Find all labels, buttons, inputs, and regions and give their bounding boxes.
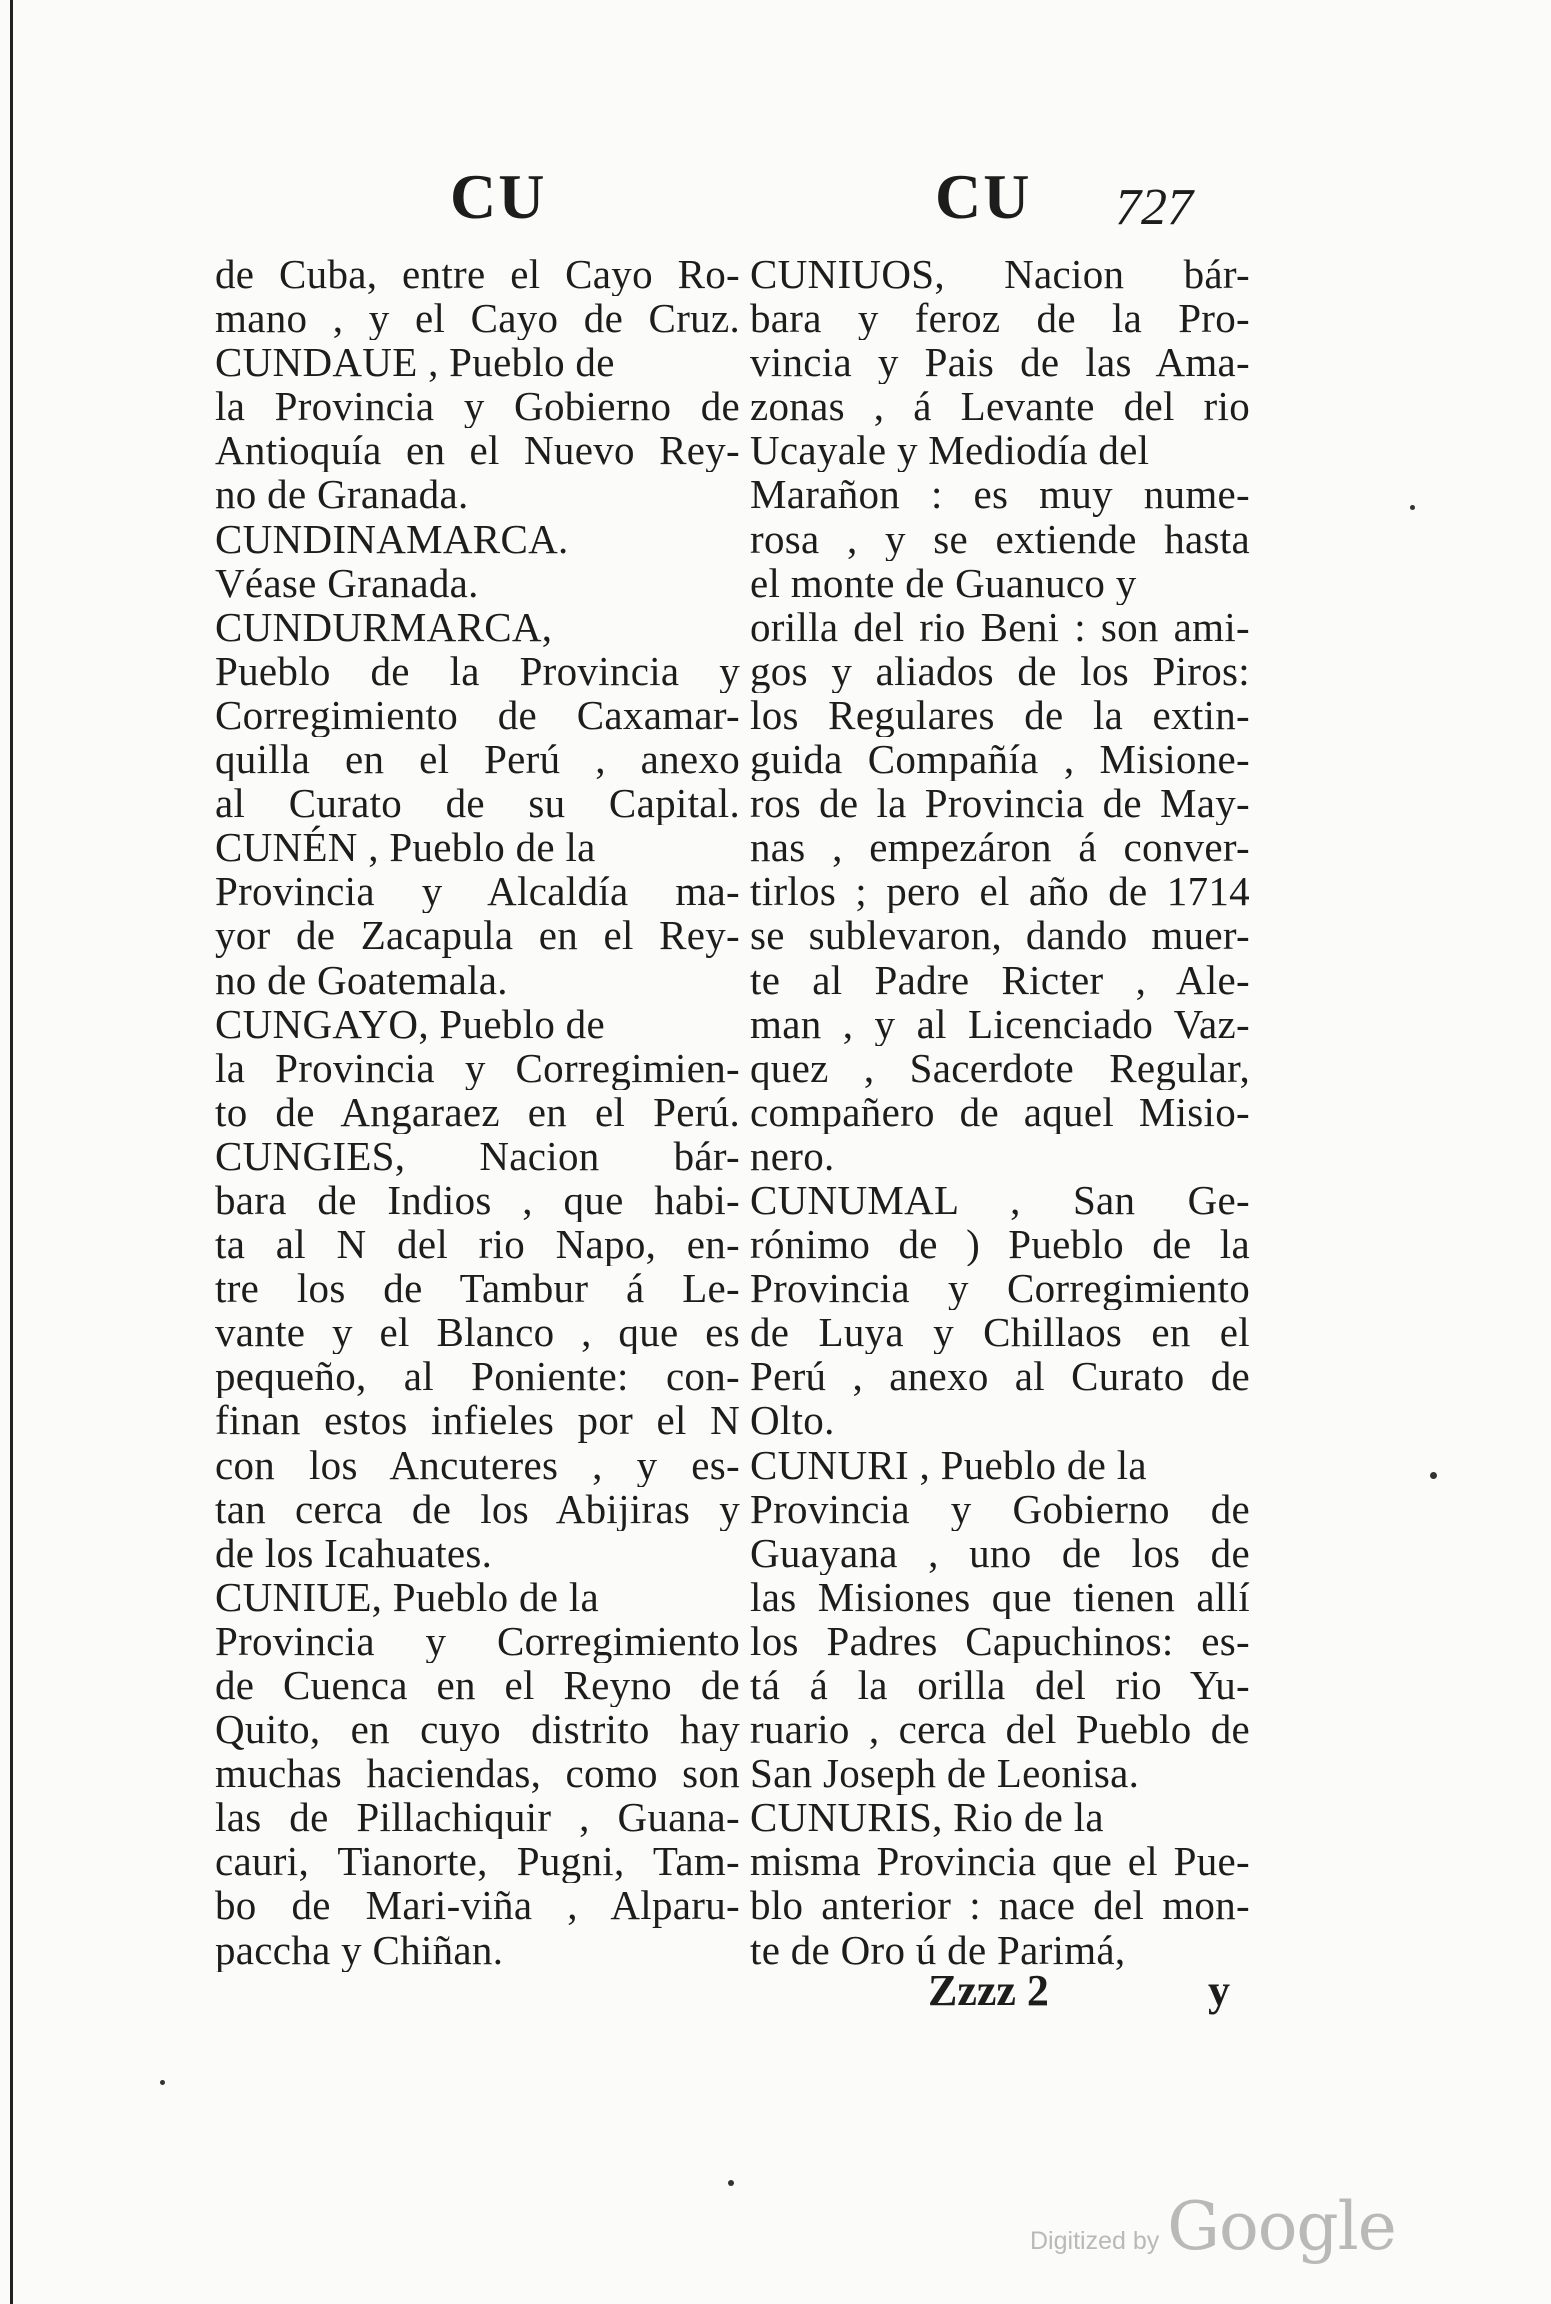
text-line: Olto. (750, 1398, 835, 1443)
text-line: pequeño, al Poniente: con- (215, 1354, 740, 1399)
text-line: las de Pillachiquir , Guana- (215, 1795, 740, 1840)
text-line: tan cerca de los Abijiras y (215, 1486, 740, 1531)
left-text-column (215, 252, 740, 1972)
text-line: nas , empezáron á conver- (750, 825, 1250, 870)
text-line: vante y el Blanco , que es (215, 1310, 740, 1355)
text-line: el monte de Guanuco y (750, 560, 1137, 605)
text-line: Provincia y Corregimiento (215, 1618, 740, 1663)
ink-speck (728, 2180, 734, 2186)
text-line: tre los de Tambur á Le- (215, 1266, 740, 1311)
page-edge-rule (10, 0, 13, 2304)
running-head-right: CU (935, 161, 1032, 232)
text-line: finan estos infieles por el N (215, 1398, 740, 1443)
text-line: rónimo de ) Pueblo de la (750, 1222, 1250, 1267)
text-line: CUNURI , Pueblo de la (750, 1442, 1147, 1487)
text-line: muchas haciendas, como son (215, 1751, 740, 1796)
text-line: tá á la orilla del rio Yu- (750, 1663, 1250, 1708)
digitized-by-label: Digitized by (1030, 2227, 1160, 2255)
text-line: ruario , cerca del Pueblo de (750, 1707, 1250, 1752)
text-line: CUNÉN , Pueblo de la (215, 825, 596, 870)
text-line: no de Granada. (215, 472, 469, 517)
text-line: bo de Mari-viña , Alparu- (215, 1883, 740, 1928)
text-line: misma Provincia que el Pue- (750, 1839, 1250, 1884)
text-line: los Padres Capuchinos: es- (750, 1618, 1250, 1663)
text-line: la Provincia y Gobierno de (215, 384, 740, 429)
text-line: yor de Zacapula en el Rey- (215, 913, 740, 958)
text-line: bara y feroz de la Pro- (750, 296, 1250, 341)
text-line: te al Padre Ricter , Ale- (750, 957, 1250, 1002)
text-line: de los Icahuates. (215, 1530, 493, 1575)
google-watermark (1030, 2188, 1396, 2265)
text-line: no de Goatemala. (215, 957, 508, 1002)
text-line: las Misiones que tienen allí (750, 1574, 1250, 1619)
text-line: se sublevaron, dando muer- (750, 913, 1250, 958)
text-line: Perú , anexo al Curato de (750, 1354, 1250, 1399)
catchword: y (1208, 1966, 1230, 2015)
text-line: CUNURIS, Rio de la (750, 1795, 1104, 1840)
text-line: guida Compañía , Misione- (750, 737, 1250, 782)
text-line: CUNIUE, Pueblo de la (215, 1574, 600, 1619)
text-line: Provincia y Corregimiento (750, 1266, 1250, 1311)
text-line: te de Oro ú de Parimá, (750, 1927, 1126, 1972)
text-line: ros de la Provincia de May- (750, 781, 1250, 826)
text-line: de Cuenca en el Reyno de (215, 1663, 740, 1708)
text-line: zonas , á Levante del rio (750, 384, 1250, 429)
text-line: ta al N del rio Napo, en- (215, 1222, 740, 1267)
text-line: Ucayale y Mediodía del (750, 428, 1150, 473)
text-line: la Provincia y Corregimien- (215, 1045, 740, 1090)
text-line: los Regulares de la extin- (750, 692, 1250, 738)
text-line: tirlos ; pero el año de 1714 (750, 869, 1250, 914)
text-line: San Joseph de Leonisa. (750, 1751, 1140, 1796)
text-line: nero. (750, 1133, 835, 1178)
text-line: quilla en el Perú , anexo (215, 737, 740, 782)
text-line: gos y aliados de los Piros: (750, 648, 1250, 693)
text-line: CUNDURMARCA, (215, 604, 553, 649)
text-line: bara de Indios , que habi- (215, 1177, 740, 1223)
text-line: CUNDINAMARCA. (215, 516, 569, 561)
page-number: 727 (1115, 179, 1193, 236)
text-line: de Cuba, entre el Cayo Ro- (215, 252, 740, 297)
running-head-left: CU (450, 161, 547, 232)
text-line: Provincia y Alcaldía ma- (215, 869, 740, 914)
text-line: compañero de aquel Misio- (750, 1089, 1250, 1134)
text-line: CUNGAYO, Pueblo de (215, 1001, 605, 1046)
text-line: CUNDAUE , Pueblo de (215, 340, 615, 385)
text-line: Marañon : es muy nume- (750, 472, 1250, 517)
right-text-column (750, 252, 1250, 1972)
text-line: Corregimiento de Caxamar- (215, 692, 740, 738)
text-line: Guayana , uno de los de (750, 1530, 1250, 1575)
text-line: vincia y Pais de las Ama- (750, 340, 1250, 385)
text-line: paccha y Chiñan. (215, 1927, 504, 1972)
text-line: CUNIUOS, Nacion bár- (750, 252, 1250, 297)
signature-mark: Zzzz 2 (928, 1966, 1049, 2015)
text-line: Antioquía en el Nuevo Rey- (215, 428, 740, 473)
ink-speck (160, 2080, 165, 2085)
text-line: to de Angaraez en el Perú. (215, 1089, 740, 1134)
text-line: quez , Sacerdote Regular, (750, 1045, 1250, 1090)
text-line: mano , y el Cayo de Cruz. (215, 296, 740, 341)
text-line: Pueblo de la Provincia y (215, 648, 740, 693)
google-logo: Google (1167, 2188, 1396, 2265)
ink-speck (1410, 505, 1415, 510)
text-line: CUNGIES, Nacion bár- (215, 1133, 740, 1178)
text-line: con los Ancuteres , y es- (215, 1442, 740, 1487)
text-line: blo anterior : nace del mon- (750, 1883, 1250, 1928)
text-line: cauri, Tianorte, Pugni, Tam- (215, 1839, 740, 1884)
text-line: CUNUMAL , San Ge- (750, 1177, 1250, 1223)
text-line: Provincia y Gobierno de (750, 1486, 1250, 1531)
text-line: de Luya y Chillaos en el (750, 1310, 1250, 1355)
text-line: Quito, en cuyo distrito hay (215, 1707, 740, 1752)
text-line: Véase Granada. (215, 560, 479, 605)
text-line: rosa , y se extiende hasta (750, 516, 1250, 561)
ink-speck (1430, 1472, 1437, 1479)
text-line: man , y al Licenciado Vaz- (750, 1001, 1250, 1046)
text-line: orilla del rio Beni : son ami- (750, 604, 1250, 649)
text-line: al Curato de su Capital. (215, 781, 740, 826)
